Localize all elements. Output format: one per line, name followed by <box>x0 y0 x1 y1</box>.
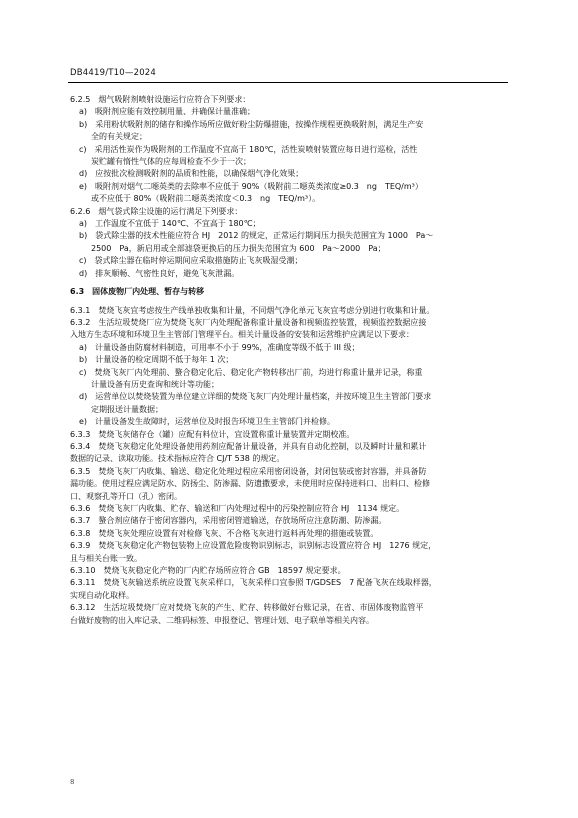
text-line: 数据的记录、读取功能。技术指标应符合 CJ/T 538 的规定。 <box>70 454 285 464</box>
text-line: 定期报送计量数据； <box>91 404 163 414</box>
text-line: 台做好废物的出入库记录、二维码标签、申报登记、管理计划、电子联单等相关内容。 <box>70 615 374 625</box>
text-line: 6.2.5 烟气吸附剂喷射设施运行应符合下列要求： <box>70 95 251 104</box>
text-line: b) 袋式除尘器的技术性能应符合 HJ 2012 的规定，正常运行期间压力损失范围宜为 1000 Pa～ <box>79 231 434 241</box>
text-line: a) 工作温度不宜低于 140℃、不宜高于 180℃； <box>79 219 261 229</box>
text-line: 漏功能。使用过程应满足防水、防扬尘、防渗漏、防遗撒要求，未使用时应保持进料口、出料口、检修 <box>70 479 430 489</box>
text-line: 6.3.2 生活垃圾焚烧厂应为焚烧飞灰厂内处理配备称重计量设备和视频监控装置，视频监控数据应接 <box>70 317 427 327</box>
text-line: c) 采用活性炭作为吸附剂的工作温度不宜高于 180℃，活性炭喷射装置应每日进行巡检，活性 <box>79 144 418 154</box>
section-heading: 6.3 固体废物厂内处理、暂存与转移 <box>70 287 205 297</box>
text-line: 全的有关规定； <box>91 132 147 142</box>
document-number: DB4419/T10—2024 <box>70 68 157 78</box>
text-line: 6.3.6 焚烧飞灰厂内收集、贮存、输送和厂内处理过程中的污染控制应符合 HJ 1134 规定。 <box>70 504 405 513</box>
text-line: 2500 Pa，新启用或全部滤袋更换后的压力损失范围宜为 600 Pa～2000 Pa； <box>91 243 386 253</box>
document-body <box>70 94 510 627</box>
text-line: 6.3.12 生活垃圾焚烧厂应对焚烧飞灰的产生、贮存、转移做好台账记录，在省、市固体废物监管平 <box>70 603 424 613</box>
text-line: 6.3.1 焚烧飞灰宜考虑按生产线单独收集和计量，不同烟气净化单元飞灰宜考虑分别进行收集和计量。 <box>70 305 435 315</box>
text-line: 6.3.11 焚烧飞灰输送系统应设置飞灰采样口，飞灰采样口宜参照 T/GDSES 7 配备飞灰在线取样器， <box>70 578 437 588</box>
text-line: c) 焚烧飞灰厂内处理前、螯合稳定化后、稳定化产物转移出厂前，均进行称重计量并记录，称重 <box>79 367 423 377</box>
text-line: 6.3.8 焚烧飞灰处理应设置有对检修飞灰、不合格飞灰进行返料再处理的措施或装置。 <box>70 528 379 538</box>
header-rule <box>68 82 508 83</box>
text-line: 6.3.10 焚烧飞灰稳定化产物的厂内贮存场所应符合 GB 18597 规定要求。 <box>70 566 346 576</box>
text-line: c) 袋式除尘器在临时停运期间应采取措施防止飞灰吸湿受潮； <box>79 256 303 266</box>
text-line: 入地方生态环境和环境卫生主管部门管理平台。相关计量设备的安装和运营维护应满足以下要求： <box>70 330 414 340</box>
text-line: e) 吸附剂对烟气二噁英类的去除率不应低于 90%（吸附前二噁英类浓度≥0.3 ng TEQ/m³） <box>79 181 423 191</box>
text-line: 或不应低于 80%（吸附前二噁英类浓度＜0.3 ng TEQ/m³）。 <box>91 194 321 204</box>
text-line: a) 计量设备由防腐材料制造，可用率不小于 99%，准确度等级不低于 III 级； <box>79 342 360 352</box>
text-line: 6.3.9 焚烧飞灰稳定化产物包装物上应设置危险废物识别标志，识别标志设置应符合 HJ 1276 规定， <box>70 541 437 551</box>
text-line: d) 应按批次检测吸附剂的品质和性能，以确保烟气净化效果； <box>79 169 304 179</box>
text-line: 6.3.7 螯合剂应储存于密闭容器内，采用密闭管道输送，存放场所应注意防潮、防渗漏。 <box>70 516 387 526</box>
text-line: e) 计量设备发生故障时，运营单位及时报告环境卫生主管部门并检修。 <box>79 417 336 427</box>
text-line: 实现自动化取样。 <box>70 590 134 600</box>
text-line: b) 采用粉状吸附剂的储存和操作场所应做好粉尘防爆措施，按操作规程更换吸附剂，满足生产安 <box>79 119 424 129</box>
text-line: 且与相关台账一致。 <box>70 553 142 563</box>
text-line: 炭贮罐有惰性气体的应每周检查不少于一次； <box>91 157 251 167</box>
text-line: d) 排灰顺畅、气密性良好，避免飞灰泄漏。 <box>79 268 240 278</box>
text-line: b) 计量设备的检定周期不低于每年 1 次； <box>79 355 234 365</box>
text-line: a) 吸附剂应能有效控制用量、并确保计量准确； <box>79 107 256 117</box>
text-line: 口、观察孔等开口（孔）密闭。 <box>70 491 182 501</box>
text-line: 6.3.4 焚烧飞灰稳定化处理设备使用药剂应配备计量设备，并具有自动化控制，以及瞬时计量和累计 <box>70 441 427 451</box>
text-line: 计量设备有历史查询和统计等功能； <box>91 379 219 389</box>
page-number: 8 <box>70 778 75 786</box>
text-line: 6.2.6 烟气袋式除尘设施的运行满足下列要求： <box>70 206 243 216</box>
text-line: 6.3.3 焚烧飞灰储存仓（罐）应配有料位计，宜设置称重计量装置并定期校准。 <box>70 429 355 439</box>
text-line: 6.3.5 焚烧飞灰厂内收集、输送、稳定化处理过程应采用密闭设备，封闭包装或密封容器，并具备防 <box>70 466 427 476</box>
text-line: d) 运营单位以焚烧装置为单位建立详细的焚烧飞灰厂内处理计量档案，并按环境卫生主管部门要求 <box>79 392 432 402</box>
